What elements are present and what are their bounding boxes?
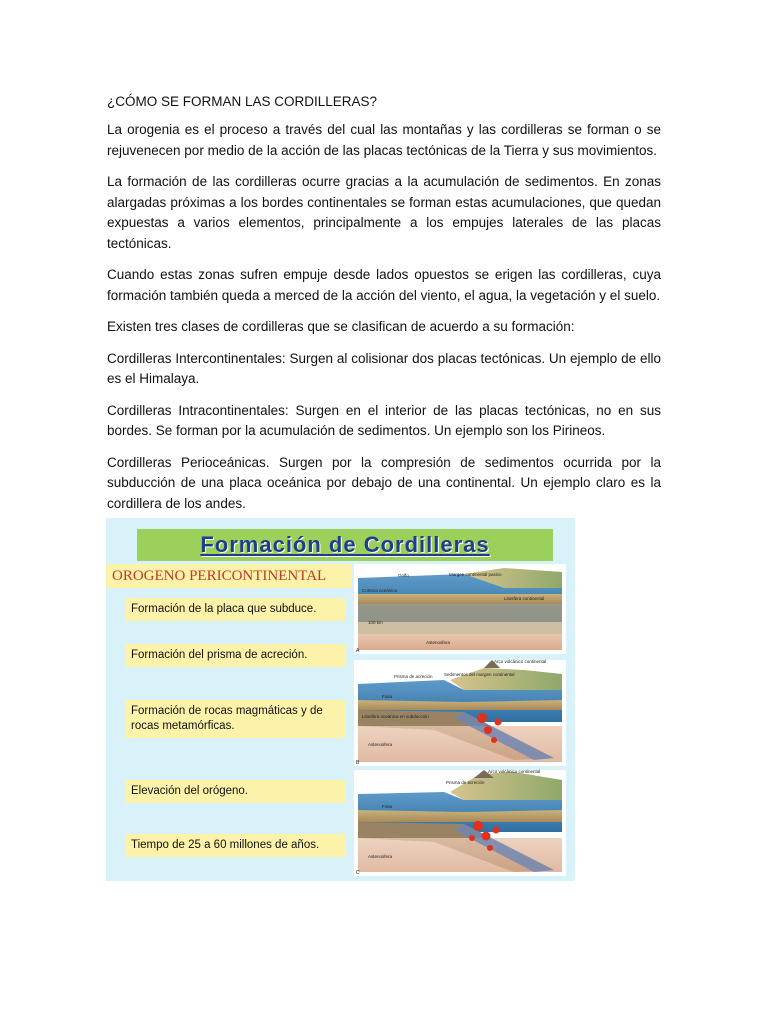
paragraph-formacion: La formación de las cordilleras ocurre gracias a la acumulación de sedimentos. En zonas alargadas próximas a los bordes continentales se forman estas acumulaciones, que quedan expuestas a varios elementos, principalmente a los empujes laterales de las placas tectónicas.	[107, 174, 661, 251]
panel-label-b: B	[356, 760, 360, 766]
diagram-label: Astenosfera	[368, 854, 393, 859]
diagram-label: Litosfera oceánica en subducción	[362, 714, 429, 719]
diagram-label: Margen continental pasivo	[449, 572, 502, 577]
text-block	[107, 93, 661, 525]
panel-label-a: A	[356, 648, 360, 654]
step-box: Tiempo de 25 a 60 millones de años.	[125, 834, 345, 857]
paragraph-intercontinentales: Cordilleras Intercontinentales: Surgen al colisionar dos placas tectónicas. Un ejemplo de ello es el Himalaya.	[107, 350, 661, 386]
diagram-label: Sedimentos del margen continental	[444, 672, 515, 677]
figure-title-bar	[137, 529, 553, 561]
diagram-label: Corteza oceánica	[362, 588, 398, 593]
figure-subtitle: OROGENO PERICONTINENTAL	[106, 564, 352, 588]
orogeny-block-diagrams	[354, 564, 566, 876]
diagram-label: Prisma de acreción	[394, 674, 433, 679]
diagram-label: Fosa	[382, 804, 393, 809]
panel-b	[354, 659, 566, 766]
document-heading: ¿CÓMO SE FORMAN LAS CORDILLERAS?	[107, 94, 378, 109]
diagram-label: 100 km	[368, 620, 383, 625]
diagram-label: Fosa	[382, 694, 393, 699]
panel-a	[354, 564, 566, 654]
paragraph-clases: Existen tres clases de cordilleras que se clasifican de acuerdo a su formación:	[107, 319, 575, 334]
diagram-label: Astenosfera	[426, 640, 451, 645]
step-box: Formación del prisma de acreción.	[125, 644, 345, 667]
step-box: Formación de rocas magmáticas y de rocas metamórficas.	[125, 700, 345, 738]
paragraph-orogenia: La orogenia es el proceso a través del cual las montañas y las cordilleras se forman o se rejuvenecen por medio de la acción de las placas tectónicas de la Tierra y sus movimientos.	[107, 122, 661, 158]
orogeny-figure	[106, 518, 575, 881]
diagram-label: Golfo	[398, 573, 409, 578]
diagram-label: Arco volcánico continental	[488, 769, 541, 774]
diagram-label: Prisma de acreción	[446, 780, 485, 785]
panel-label-c: C	[356, 870, 360, 876]
diagram-label: Litosfera continental	[504, 596, 545, 601]
step-box: Formación de la placa que subduce.	[125, 598, 345, 621]
paragraph-intracontinentales: Cordilleras Intracontinentales: Surgen en el interior de las placas tectónicas, no en sus bordes. Se forman por la acumulación de sedimentos. Un ejemplo son los Pirineos.	[107, 402, 661, 438]
diagram-label: Arco volcánico continental	[494, 659, 547, 664]
paragraph-perioceanicas: Cordilleras Perioceánicas. Surgen por la compresión de sedimentos ocurrida por la subducción de una placa oceánica por debajo de una continental. Un ejemplo claro es la cordillera de los andes.	[107, 454, 661, 511]
step-box: Elevación del orógeno.	[125, 780, 345, 803]
paragraph-empuje: Cuando estas zonas sufren empuje desde lados opuestos se erigen las cordilleras, cuya formación también queda a merced de la acción del viento, el agua, la vegetación y el suelo.	[107, 267, 661, 303]
diagram-label: Astenosfera	[368, 742, 393, 747]
panel-c	[354, 769, 566, 876]
figure-title: Formación de Cordilleras	[200, 532, 490, 557]
